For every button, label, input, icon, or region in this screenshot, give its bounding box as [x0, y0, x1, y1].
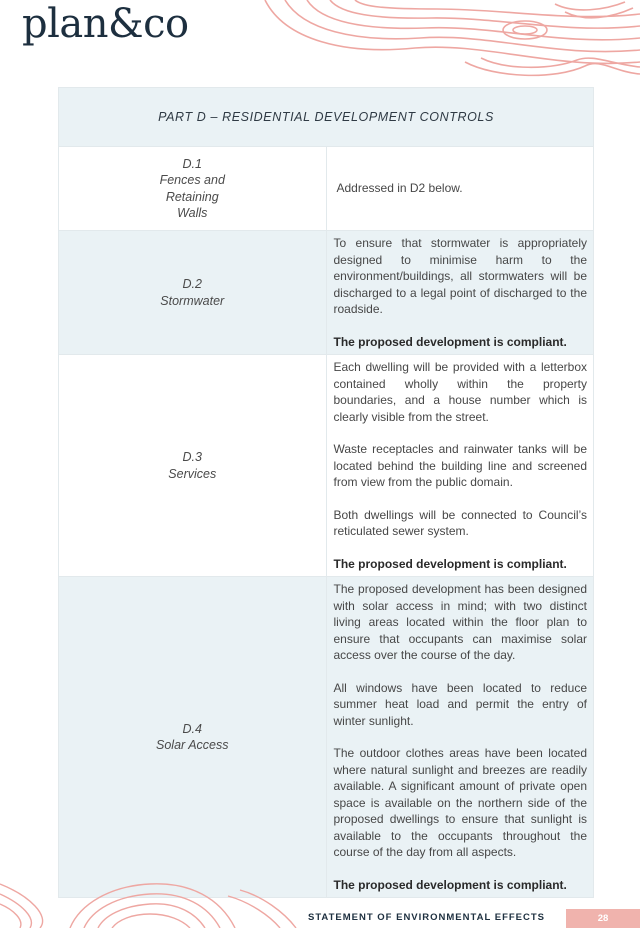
- footer-document-title: STATEMENT OF ENVIRONMENTAL EFFECTS: [308, 912, 546, 923]
- row-paragraph: Addressed in D2 below.: [336, 181, 463, 196]
- company-logo: plan&co: [22, 1, 189, 47]
- row-code-cell: [59, 147, 327, 231]
- compliance-statement: The proposed development is compliant.: [333, 556, 567, 571]
- row-title-line: Solar Access: [156, 738, 229, 752]
- row-code: D.1: [182, 156, 202, 171]
- topographic-pattern-bottom: [0, 876, 300, 928]
- table-row: [59, 355, 594, 577]
- row-paragraph: The outdoor clothes areas have been located where natural sunlight and breezes are readily available. A significant amount of private open space is available on the northern side of the proposed dwellings to ensure that sunlight is available to the occupants throughout the course of the day from all aspects.: [333, 746, 587, 859]
- row-title-line: Services: [168, 466, 217, 481]
- row-code: D.2: [182, 277, 202, 291]
- page-number-badge: 28: [566, 909, 640, 928]
- compliance-statement: The proposed development is compliant.: [333, 877, 567, 892]
- row-paragraph: Each dwelling will be provided with a letterbox contained wholly within the property boundaries, and a house number which is clearly visible from the street.: [333, 360, 587, 424]
- row-title-line: Retaining: [165, 189, 219, 204]
- row-title-line: Walls: [177, 206, 208, 220]
- table-heading: PART D – RESIDENTIAL DEVELOPMENT CONTROLS: [59, 88, 594, 147]
- row-paragraph: All windows have been located to reduce summer heat load and permit the entry of winter sunlight.: [333, 680, 587, 728]
- topographic-pattern-top: [255, 0, 640, 80]
- row-code-cell: [59, 231, 327, 355]
- row-paragraph: To ensure that stormwater is appropriately designed to minimise harm to the environment/buildings, all stormwaters will be discharged to a legal point of discharged to the roadside.: [333, 236, 587, 316]
- row-paragraph: Waste receptacles and rainwater tanks will be located behind the building line and screened from view from the public domain.: [333, 442, 587, 489]
- row-title-line: Stormwater: [160, 293, 225, 308]
- row-body-cell: [326, 147, 594, 231]
- table-row: [59, 147, 594, 231]
- row-body-cell: [326, 577, 594, 898]
- row-title-line: Fences and: [159, 173, 225, 187]
- row-body-cell: [326, 355, 594, 577]
- row-body-cell: [326, 231, 594, 355]
- compliance-statement: The proposed development is compliant.: [333, 334, 567, 349]
- table-row: [59, 577, 594, 898]
- residential-controls-table: [58, 87, 594, 898]
- row-code: D.3: [182, 450, 202, 464]
- row-paragraph: Both dwellings will be connected to Council’s reticulated sewer system.: [333, 507, 587, 538]
- row-code-cell: [59, 577, 327, 898]
- row-code: D.4: [182, 721, 202, 736]
- table-row: [59, 231, 594, 355]
- row-code-cell: [59, 355, 327, 577]
- row-paragraph: The proposed development has been designed with solar access in mind; with two distinct living areas located within the floor plan to ensure that occupants can maximise solar access over the course of the day.: [333, 582, 587, 662]
